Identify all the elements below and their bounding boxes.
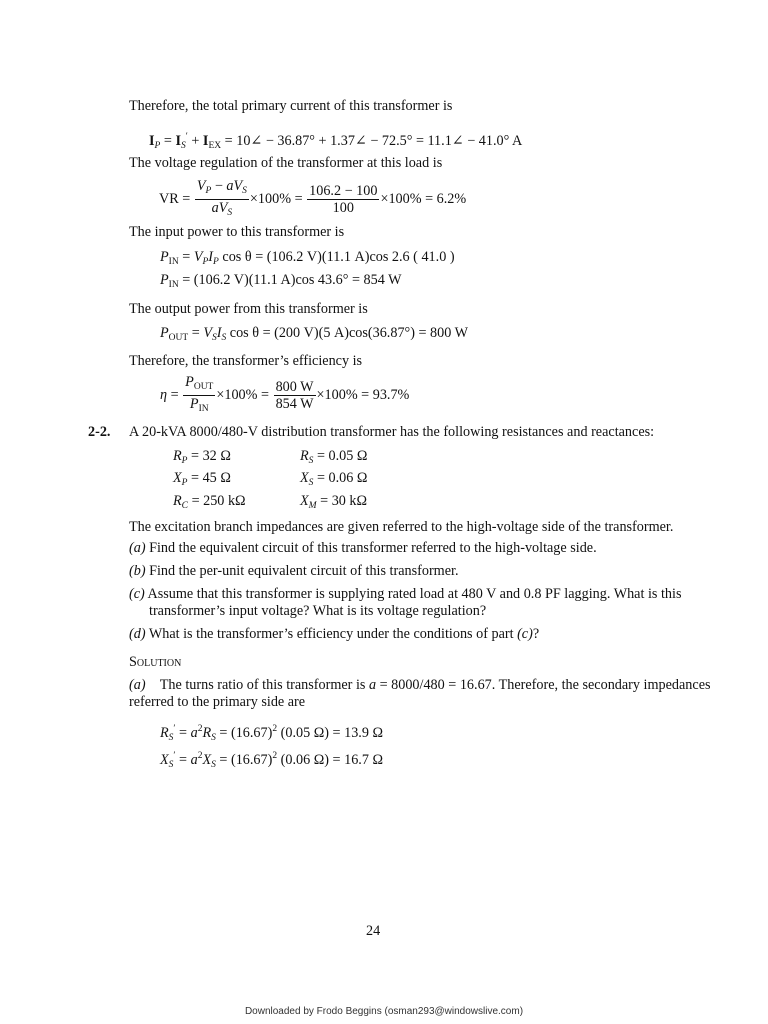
eq-eff-numerator: 800 W [275, 379, 314, 395]
equation-primary-current-rhs: = 10∠ − 36.87° + 1.37∠ − 72.5° = 11.1∠ − 41.0° A [221, 133, 523, 149]
eq-vr-label: VR = [159, 190, 194, 207]
param-rc: $R_C = 250$ kΩ [173, 493, 246, 511]
equation-efficiency: η = $\frac{P_{OUT}}{P_{IN}}$ ×100% = $\frac{800 W}{854 W}$ ×100% = 93.7% [160, 374, 409, 417]
paragraph-voltage-regulation: The voltage regulation of the transformer at this load is [129, 155, 443, 171]
fraction-vr-symbolic: $\frac{V_P - aV_S}{aV_S}$ [196, 178, 247, 218]
equation-primary-current: $I_P = I_S' + I_{EX}$ = 10∠ − 36.87° + 1.37∠ − 72.5° = 11.1∠ − 41.0° A [149, 132, 523, 151]
eq-eff-mid: ×100% = [216, 386, 273, 403]
param-xs: $X_S = 0.06$ Ω [300, 470, 368, 488]
equation-input-power-1-rhs: cos θ = (106.2 V)(11.1 A)cos 2.6 ( 41.0 ) [218, 249, 455, 265]
eq-vr-result: ×100% = 6.2% [380, 190, 467, 207]
eq-vr-mid: ×100% = [249, 190, 307, 207]
fraction-efficiency-symbolic: $\frac{P_{OUT}}{P_{IN}}$ [185, 374, 214, 414]
fraction-efficiency-numeric [274, 379, 316, 412]
param-rs: $R_S = 0.05$ Ω [300, 448, 368, 466]
param-rp: $R_P = 32$ Ω [173, 448, 231, 466]
equation-input-power-1: $P_{IN} = V_PI_P$ cos θ = (106.2 V)(11.1 A)cos 2.6 ( 41.0 ) [160, 249, 455, 267]
question-d: (d) What is the transformer’s efficiency under the conditions of part (c)? [129, 626, 540, 642]
paragraph-excitation-branch: The excitation branch impedances are given referred to the high-voltage side of the transformer. [129, 519, 674, 535]
paragraph-input-power: The input power to this transformer is [129, 224, 345, 240]
question-a: (a) Find the equivalent circuit of this transformer referred to the high-voltage side. [129, 540, 597, 556]
eq-vr-numerator: 106.2 − 100 [309, 183, 378, 199]
solution-a-line2: referred to the primary side are [129, 694, 306, 710]
problem-statement: A 20-kVA 8000/480-V distribution transformer has the following resistances and reactances: [129, 424, 655, 440]
equation-voltage-regulation [159, 178, 466, 221]
eq-vr-denominator: 100 [332, 200, 354, 216]
question-c-line1: (c) Assume that this transformer is supplying rated load at 480 V and 0.8 PF lagging. What is this [129, 586, 682, 602]
equation-output-power-rhs: cos θ = (200 V)(5 A)cos(36.87°) = 800 W [226, 325, 468, 341]
fraction-vr-numeric [307, 183, 379, 216]
eq-eff-result: ×100% = 93.7% [316, 386, 410, 403]
equation-output-power: $P_{OUT} = V_SI_S$ cos θ = (200 V)(5 A)cos(36.87°) = 800 W [160, 325, 468, 343]
question-c-line2: transformer’s input voltage? What is its voltage regulation? [149, 603, 487, 619]
solution-a-line1: (a) The turns ratio of this transformer is a = 8000/480 = 16.67. Therefore, the secondary impedances [129, 677, 711, 693]
download-footer: Downloaded by Frodo Beggins (osman293@windowslive.com) [244, 1006, 524, 1017]
paragraph-efficiency: Therefore, the transformer’s efficiency is [129, 353, 363, 369]
eq-eff-denominator: 854 W [275, 396, 314, 412]
paragraph-total-primary-current: Therefore, the total primary current of this transformer is [129, 98, 453, 114]
paragraph-output-power: The output power from this transformer is [129, 301, 368, 317]
page-number: 24 [366, 923, 381, 939]
equation-input-power-2-rhs: = (106.2 V)(11.1 A)cos 43.6° = 854 W [178, 272, 402, 288]
equation-xs-referred: $X_S' = a^2X_S = (16.67)^2$ (0.06 Ω) = 16.7 Ω [160, 751, 384, 770]
equation-input-power-2: $P_{IN} = (106.2$ V)(11.1 A)cos 43.6° = 854 W [160, 272, 402, 290]
solution-heading: Solution [129, 654, 182, 670]
param-xm: $X_M = 30$ kΩ [300, 493, 368, 511]
question-b: (b) Find the per-unit equivalent circuit of this transformer. [129, 563, 459, 579]
problem-number: 2-2. [88, 424, 111, 440]
param-xp: $X_P = 45$ Ω [173, 470, 231, 488]
equation-rs-referred: $R_S' = a^2R_S = (16.67)^2$ (0.05 Ω) = 13.9 Ω [160, 724, 384, 743]
